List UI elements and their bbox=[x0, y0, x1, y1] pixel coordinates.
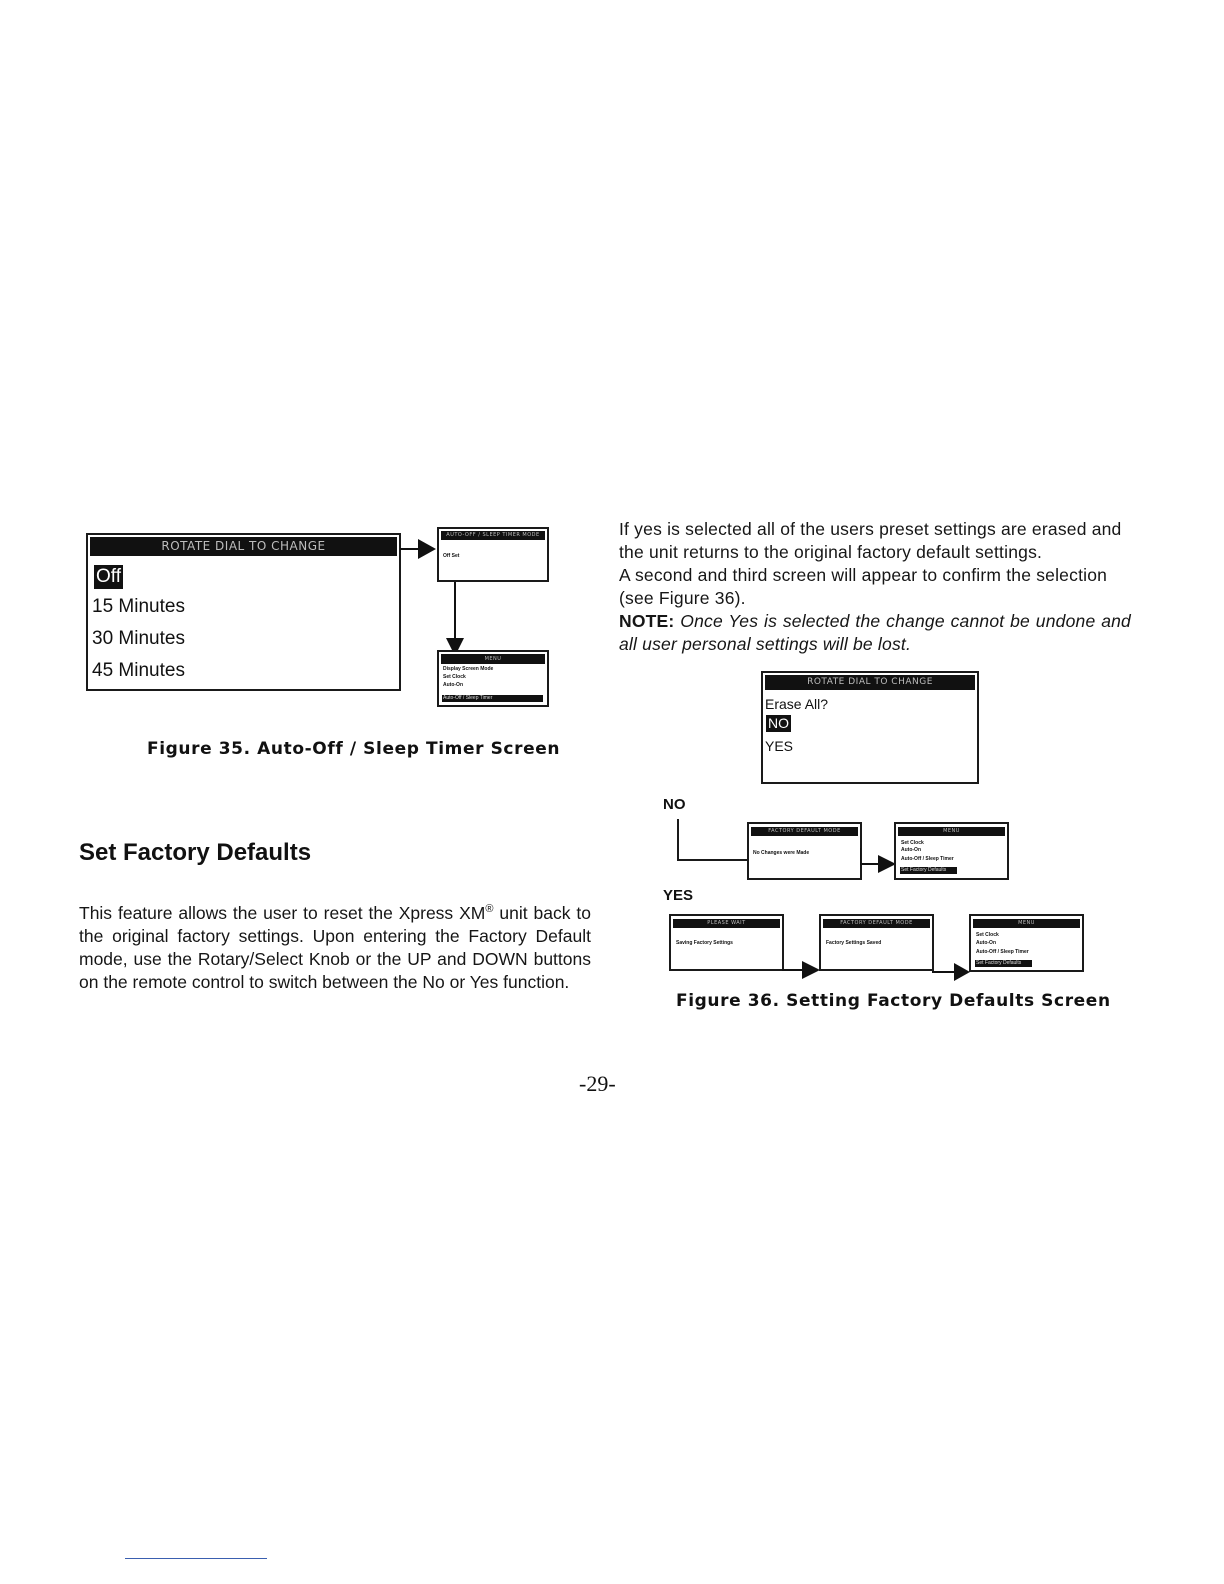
option-off: Off bbox=[96, 566, 121, 587]
figure-36-caption: Figure 36. Setting Factory Defaults Screen bbox=[676, 991, 1111, 1011]
no-menu-screen bbox=[894, 822, 1009, 880]
menu-item-selected: Set Factory Defaults bbox=[975, 960, 1032, 967]
menu-item: Set Clock bbox=[443, 674, 466, 680]
note-text: Once Yes is selected the change cannot be undone and all user personal settings will be lost. bbox=[619, 611, 1131, 654]
screen-title: PLEASE WAIT bbox=[673, 919, 780, 928]
screen-text: Off Set bbox=[443, 553, 460, 559]
section-heading: Set Factory Defaults bbox=[79, 839, 312, 866]
figure-35-caption: Figure 35. Auto-Off / Sleep Timer Screen bbox=[147, 739, 561, 759]
screen-title: FACTORY DEFAULT MODE bbox=[751, 827, 858, 836]
screen-title: MENU bbox=[441, 654, 545, 664]
option-yes: YES bbox=[765, 738, 794, 754]
screen-text: Saving Factory Settings bbox=[676, 940, 733, 946]
no-factory-default-screen bbox=[747, 822, 862, 880]
please-wait-screen bbox=[669, 914, 784, 971]
rotate-dial-screen bbox=[86, 533, 401, 691]
right-column-text bbox=[619, 518, 1131, 656]
option-30-minutes: 30 Minutes bbox=[92, 628, 185, 649]
paragraph-text: This feature allows the user to reset the Xpress XM bbox=[79, 902, 486, 923]
screen-title: AUTO-OFF / SLEEP TIMER MODE bbox=[441, 531, 545, 540]
menu-item: Auto-On bbox=[901, 847, 921, 853]
menu-item: Auto-On bbox=[443, 682, 463, 688]
menu-item: Auto-On bbox=[976, 940, 996, 946]
menu-item: Auto-Off / Sleep Timer bbox=[976, 949, 1029, 955]
no-branch-arrow bbox=[860, 846, 898, 874]
screen-title: ROTATE DIAL TO CHANGE bbox=[765, 675, 975, 690]
no-branch-horizontal-line bbox=[677, 859, 749, 861]
option-45-minutes: 45 Minutes bbox=[92, 660, 185, 681]
footnote-rule bbox=[125, 1558, 267, 1559]
screen-text: Factory Settings Saved bbox=[826, 940, 882, 946]
screen-text: No Changes were Made bbox=[753, 850, 810, 856]
erase-all-screen bbox=[761, 671, 979, 784]
factory-settings-saved-screen bbox=[819, 914, 934, 971]
option-15-minutes: 15 Minutes bbox=[92, 596, 185, 617]
erase-question: Erase All? bbox=[765, 696, 829, 712]
menu-item: Set Clock bbox=[976, 932, 999, 938]
yes-branch-arrow-2 bbox=[932, 962, 972, 986]
menu-item: Auto-Off / Sleep Timer bbox=[901, 856, 954, 862]
menu-item: Display Screen Mode bbox=[443, 666, 494, 672]
menu-item-selected: Auto-Off / Sleep Timer bbox=[442, 695, 543, 702]
paragraph-text: unit back to the original factory settings. Upon entering the Factory Default mode, use the Rotary/Select Knob or the UP and DOWN buttons on the remote control to switch between the No or Yes function. bbox=[79, 902, 591, 992]
menu-screen bbox=[437, 650, 549, 707]
paragraph-text: A second and third screen will appear to confirm the selection (see Figure 36). bbox=[619, 565, 1108, 608]
no-branch-vertical-line bbox=[677, 819, 679, 859]
screen-title: FACTORY DEFAULT MODE bbox=[823, 919, 930, 928]
yes-label: YES bbox=[663, 887, 694, 904]
screen-title: MENU bbox=[973, 919, 1080, 928]
sleep-timer-mode-screen bbox=[437, 527, 549, 582]
screen-title: MENU bbox=[898, 827, 1005, 836]
menu-item: Set Clock bbox=[901, 840, 924, 846]
note-label: NOTE: bbox=[619, 611, 675, 631]
paragraph-text: If yes is selected all of the users preset settings are erased and the unit returns to the original factory default settings. bbox=[619, 519, 1122, 562]
page-number: -29- bbox=[579, 1071, 616, 1096]
yes-branch-arrow-1 bbox=[782, 958, 822, 982]
note-paragraph bbox=[619, 610, 1131, 656]
menu-item-selected: Set Factory Defaults bbox=[900, 867, 957, 874]
section-paragraph bbox=[79, 898, 591, 994]
screen-title: ROTATE DIAL TO CHANGE bbox=[90, 537, 397, 556]
registered-mark: ® bbox=[485, 903, 494, 915]
yes-menu-screen bbox=[969, 914, 1084, 972]
no-label: NO bbox=[663, 796, 686, 813]
option-no: NO bbox=[768, 715, 789, 731]
